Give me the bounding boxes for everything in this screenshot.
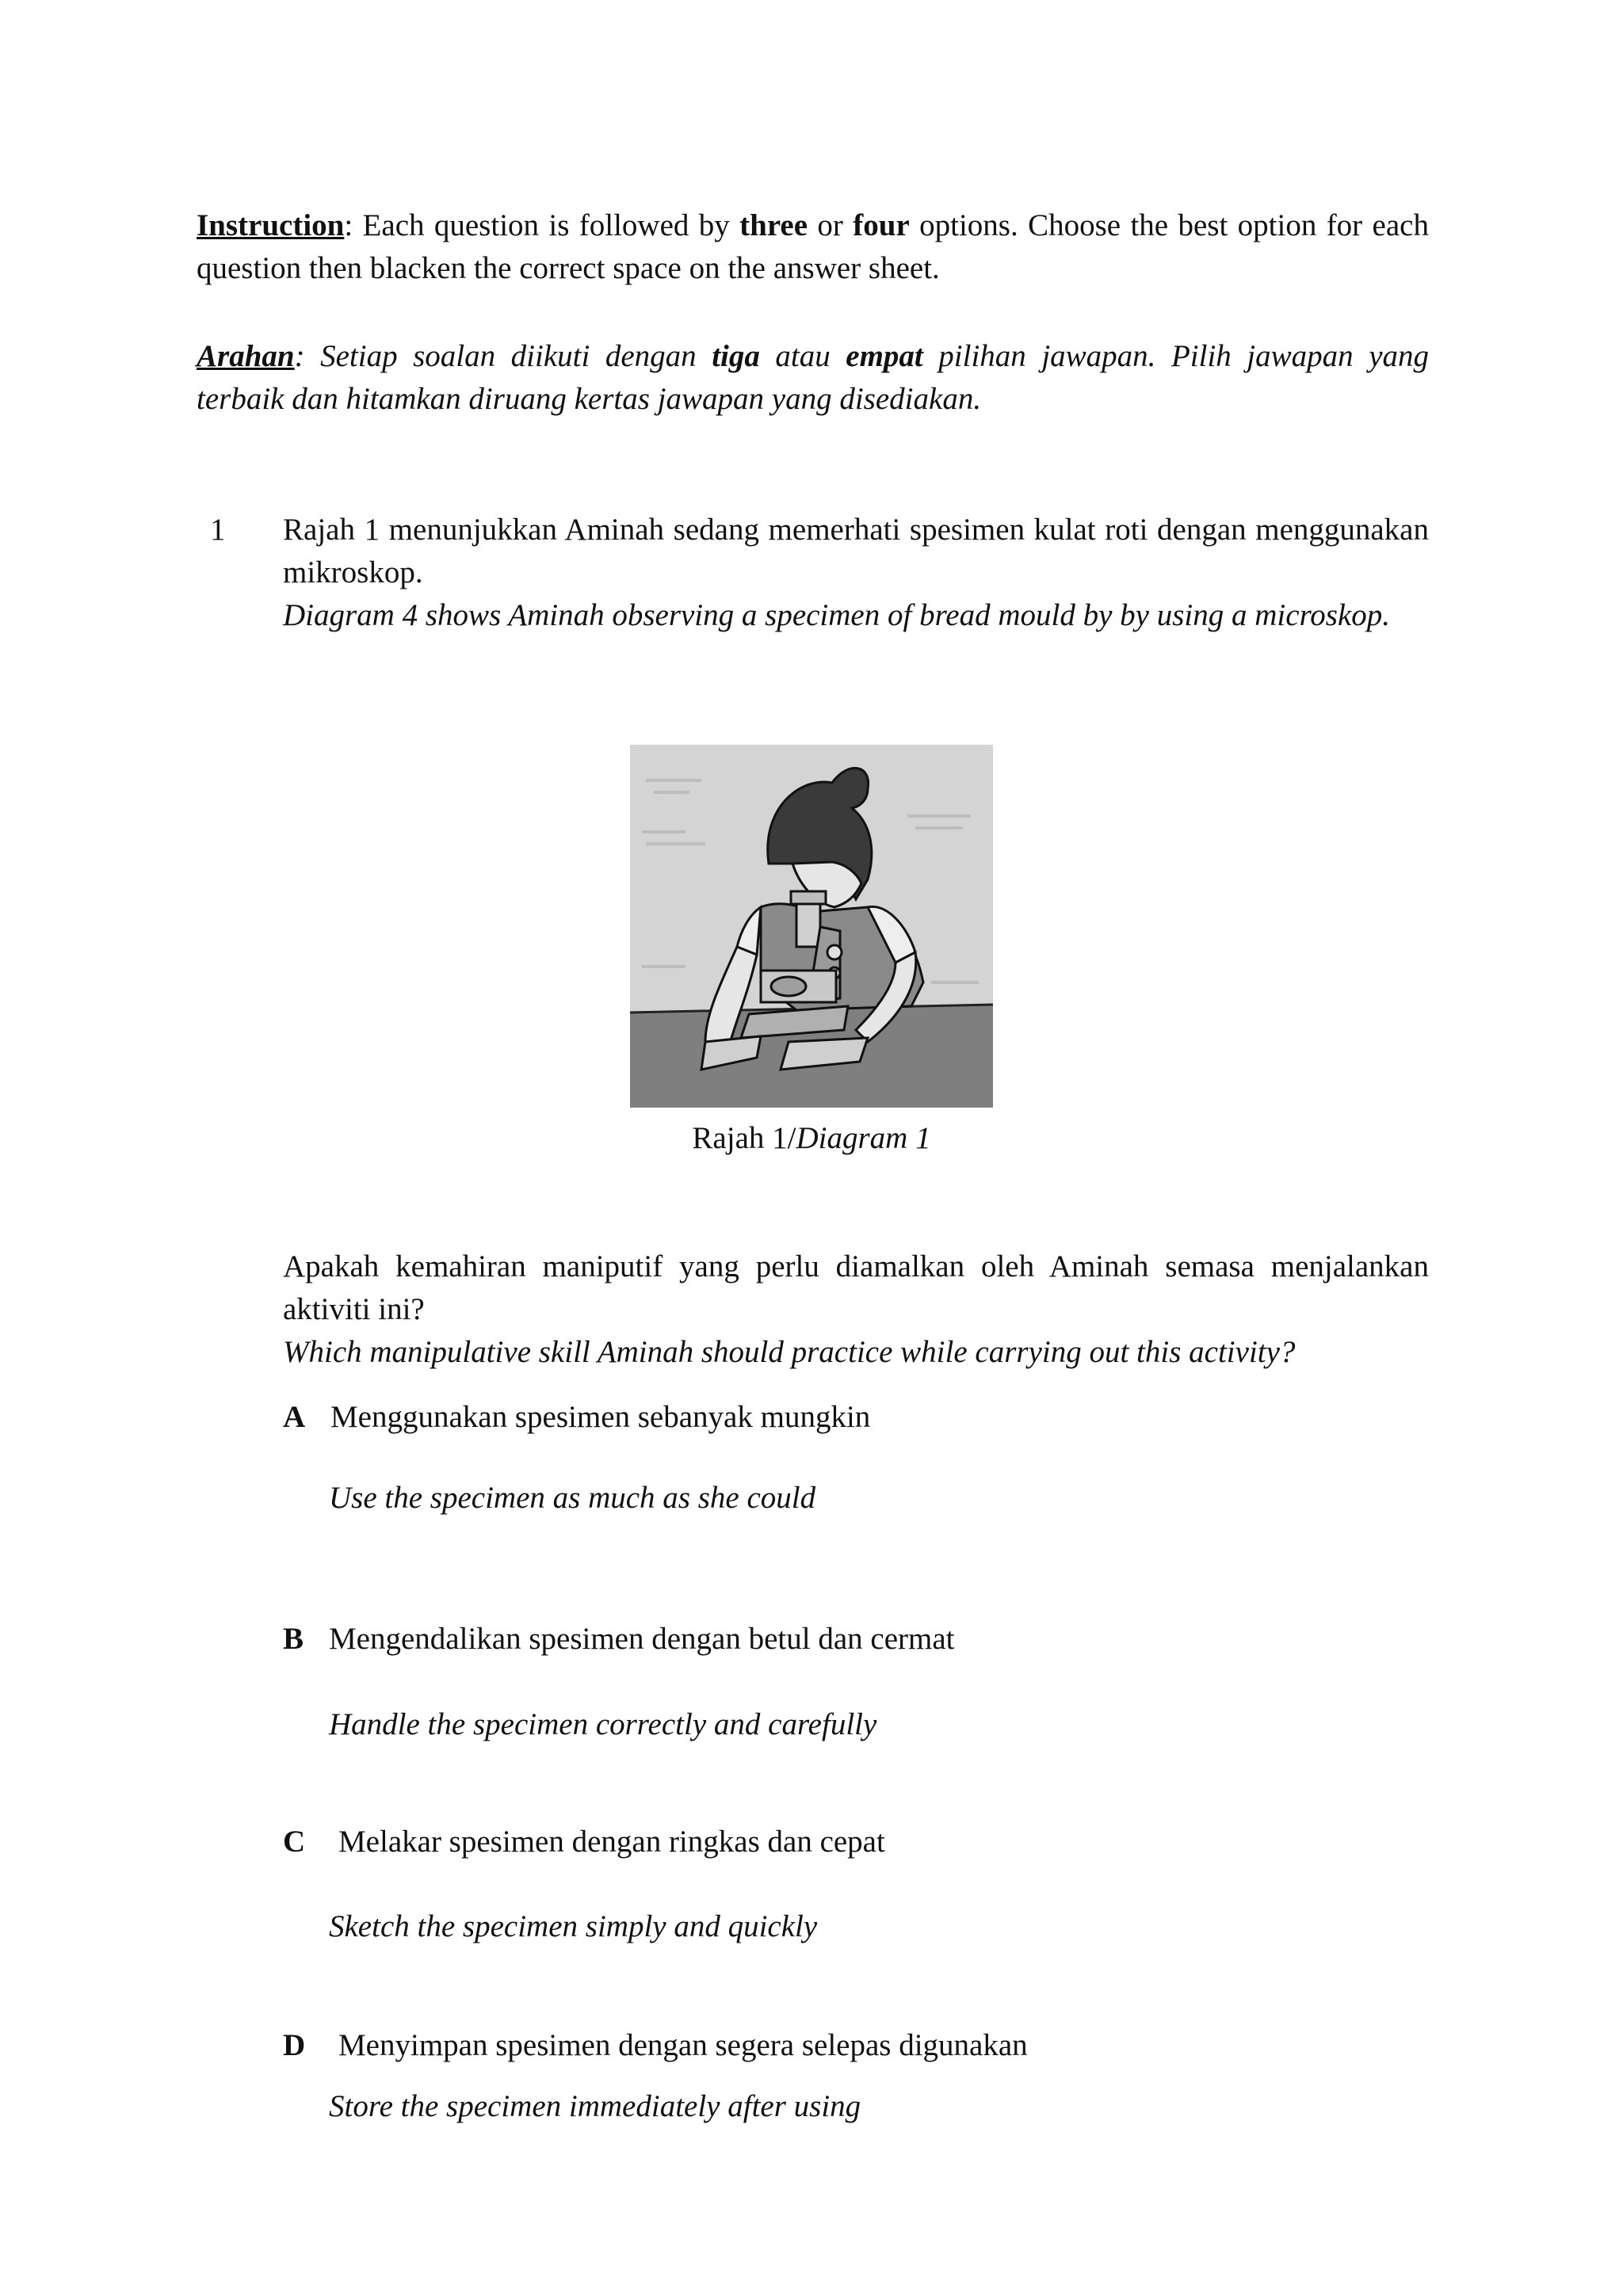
option-b-text-en: Handle the specimen correctly and carefully bbox=[329, 1707, 877, 1741]
figure-caption bbox=[630, 1117, 993, 1160]
diagram-aminah-microscope bbox=[630, 745, 993, 1108]
arahan-text-3: pilihan jawapan. Pilih jawapan yang terbaik dan hitamkan diruang kertas jawapan yang disediakan. bbox=[197, 339, 1429, 416]
question-number: 1 bbox=[210, 513, 226, 547]
figure-caption-en: Diagram 1 bbox=[796, 1121, 931, 1155]
question-ask-ms: Apakah kemahiran maniputif yang perlu diamalkan oleh Aminah semasa menjalankan aktiviti ini? bbox=[283, 1249, 1429, 1326]
option-c-text-ms: Melakar spesimen dengan ringkas dan cepat bbox=[338, 1825, 885, 1859]
option-c-letter: C bbox=[283, 1825, 306, 1859]
microscope-illustration bbox=[630, 745, 993, 1108]
option-d-text-ms: Menyimpan spesimen dengan segera selepas digunakan bbox=[338, 2028, 1028, 2062]
arahan-text-2: atau bbox=[759, 339, 846, 373]
arahan-bold-tiga: tiga bbox=[712, 339, 760, 373]
instruction-paragraph bbox=[197, 204, 1429, 290]
instruction-text-2: or bbox=[808, 208, 854, 242]
arahan-bold-empat: empat bbox=[846, 339, 923, 373]
question-ask-en: Which manipulative skill Aminah should practice while carrying out this activity? bbox=[283, 1335, 1296, 1369]
option-a-text-ms: Menggunakan spesimen sebanyak mungkin bbox=[330, 1400, 871, 1434]
option-a-letter: A bbox=[283, 1400, 306, 1434]
question-stem-en: Diagram 4 shows Aminah observing a specimen of bread mould by by using a microskop. bbox=[283, 598, 1391, 632]
option-b-letter: B bbox=[283, 1622, 304, 1656]
option-a-text-en: Use the specimen as much as she could bbox=[329, 1481, 816, 1515]
instruction-text-1: : Each question is followed by bbox=[344, 208, 740, 242]
option-d-letter: D bbox=[283, 2028, 306, 2062]
option-d-text-en: Store the specimen immediately after using bbox=[329, 2089, 861, 2123]
option-b-text-ms: Mengendalikan spesimen dengan betul dan cermat bbox=[329, 1622, 955, 1656]
instruction-text-3: options. Choose the best option for each question then blacken the correct space on the answer sheet. bbox=[197, 208, 1429, 285]
option-c-text-en: Sketch the specimen simply and quickly bbox=[329, 1909, 818, 1943]
question-stem-ms: Rajah 1 menunjukkan Aminah sedang memerhati spesimen kulat roti dengan menggunakan mikroskop. bbox=[283, 513, 1429, 589]
figure-caption-ms: Rajah 1/ bbox=[692, 1121, 796, 1155]
instruction-label: Instruction bbox=[197, 208, 345, 242]
arahan-text-1: : Setiap soalan diikuti dengan bbox=[294, 339, 712, 373]
instruction-bold-four: four bbox=[853, 208, 910, 242]
arahan-label: Arahan bbox=[197, 339, 295, 373]
arahan-paragraph bbox=[197, 335, 1429, 421]
instruction-bold-three: three bbox=[739, 208, 808, 242]
